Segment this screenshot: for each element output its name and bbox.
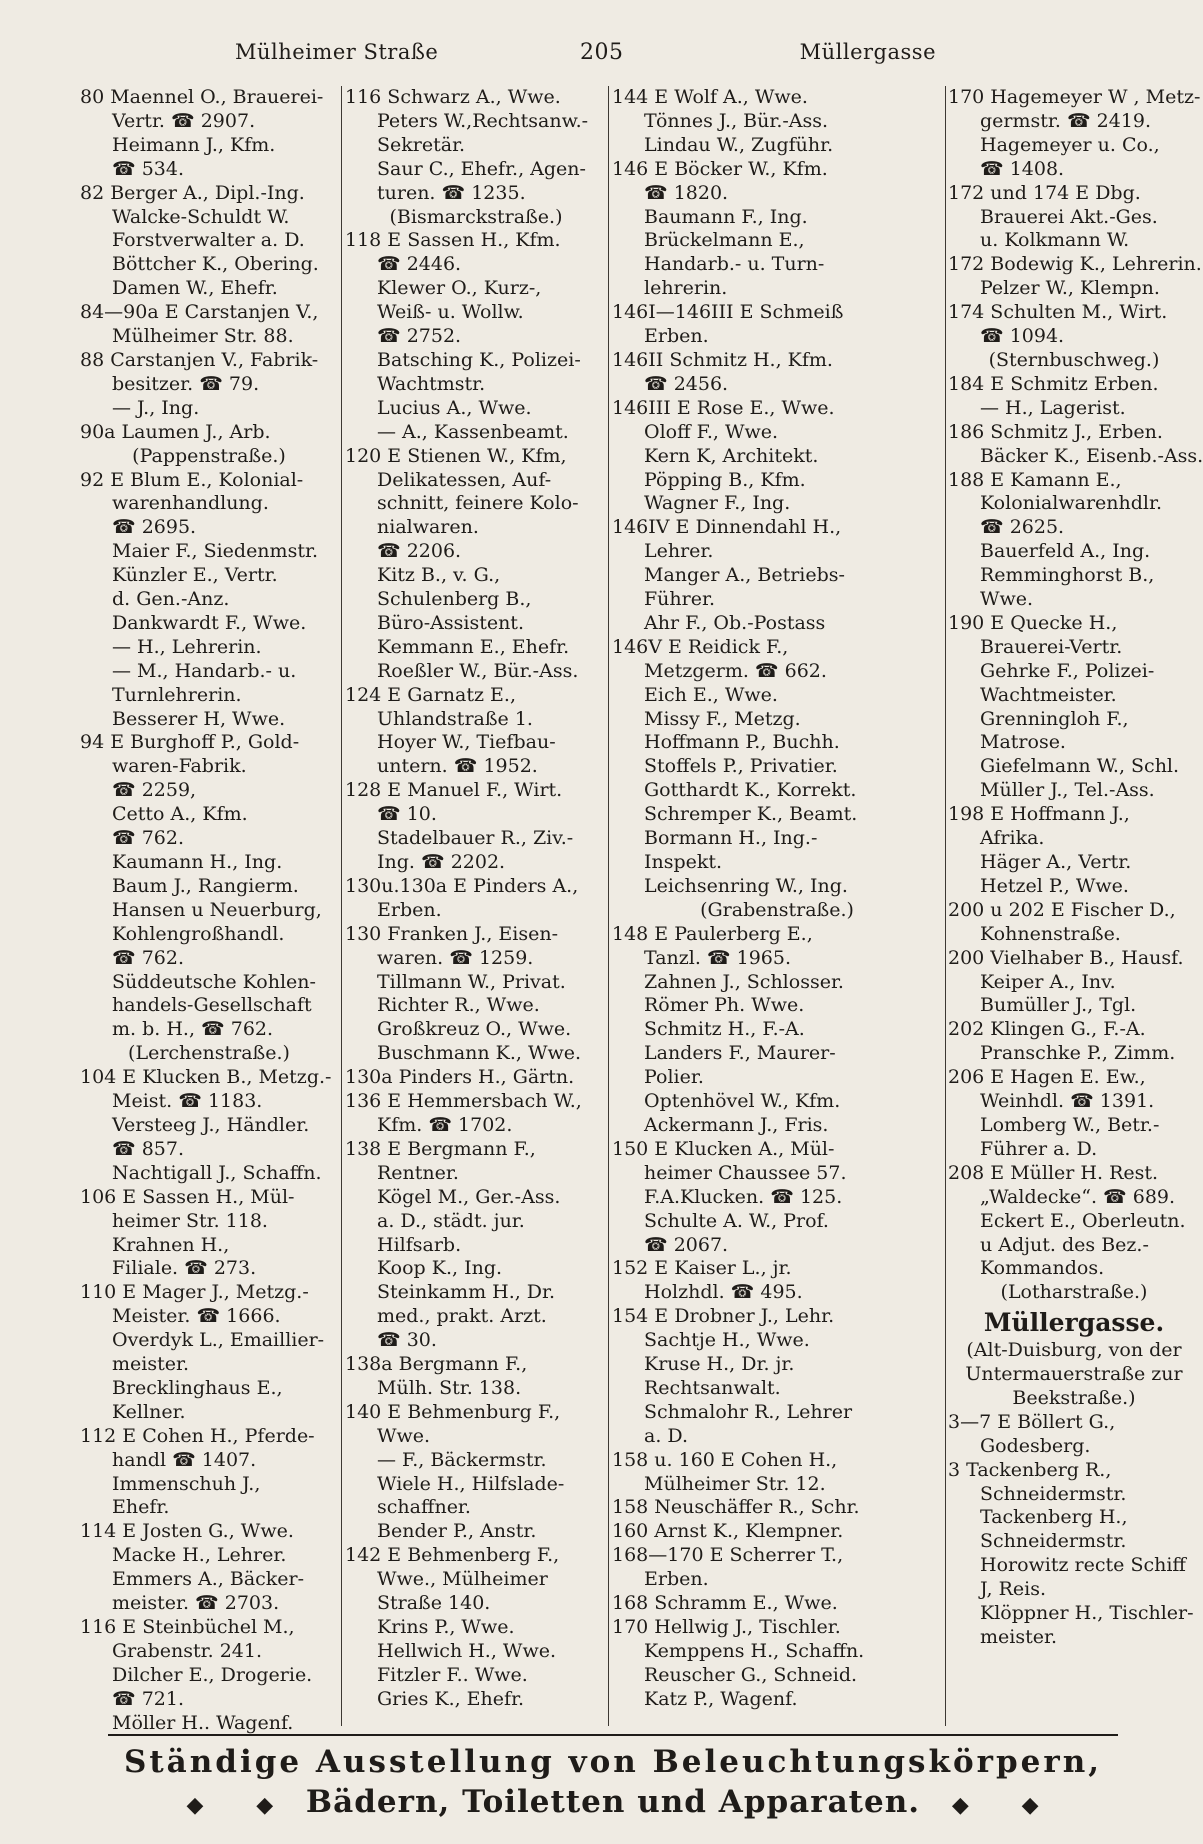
directory-entry-line: — A., Kassenbeamt. — [377, 420, 569, 443]
directory-entry-line: ☎ 2456. — [644, 372, 729, 395]
directory-entry-line: 168 Schramm E., Wwe. — [612, 1592, 838, 1615]
directory-entry-line: ☎ 2067. — [644, 1233, 729, 1256]
directory-entry-line: Kommandos. — [980, 1257, 1105, 1280]
directory-entry-line: Grabenstr. 241. — [112, 1639, 262, 1662]
directory-entry-line: Süddeutsche Kohlen- — [112, 970, 316, 993]
directory-entry-line: Klewer O., Kurz-, — [377, 277, 542, 300]
directory-entry-line: Forstverwalter a. D. — [112, 229, 305, 252]
directory-entry-line: Grenningloh F., — [980, 707, 1129, 730]
directory-entry-line: meister. — [980, 1626, 1058, 1648]
directory-entry-line: untern. ☎ 1952. — [377, 755, 538, 778]
directory-entry-line: lehrerin. — [644, 277, 728, 300]
directory-entry-line: 144 E Wolf A., Wwe. — [612, 86, 808, 108]
directory-entry-line: Kohnenstraße. — [980, 922, 1121, 945]
directory-entry-line: 168—170 E Scherrer T., — [612, 1544, 844, 1567]
directory-columns — [80, 86, 1203, 1734]
directory-entry-line: Metzgerm. ☎ 662. — [644, 659, 827, 682]
directory-entry-line: Hetzel P., Wwe. — [980, 874, 1129, 897]
directory-entry-line: Mülheimer Str. 12. — [644, 1472, 826, 1495]
directory-entry-line: Filiale. ☎ 273. — [112, 1257, 257, 1280]
directory-entry-line: — H., Lehrerin. — [112, 635, 262, 658]
directory-entry-line: Klöppner H., Tischler- — [980, 1602, 1194, 1625]
directory-entry-line: Hilfsarb. — [377, 1233, 462, 1256]
header-street-right: Müllergasse — [799, 40, 936, 64]
directory-entry-line: Dankwardt F., Wwe. — [112, 611, 307, 634]
directory-entry-line: Hansen u Neuerburg, — [112, 898, 322, 921]
directory-entry-line: Weinhdl. ☎ 1391. — [980, 1090, 1155, 1113]
directory-entry-line: schnitt, feinere Kolo- — [377, 492, 579, 515]
directory-entry-line: turen. ☎ 1235. — [377, 181, 526, 204]
directory-entry-line: warenhandlung. — [112, 492, 269, 515]
directory-entry-line: 150 E Klucken A., Mül- — [612, 1137, 835, 1160]
directory-entry-line: 128 E Manuel F., Wirt. — [345, 779, 563, 802]
directory-entry-line: Müller J., Tel.-Ass. — [980, 779, 1155, 802]
advertisement-line-1: Ständige Ausstellung von Beleuchtungskörpern, — [123, 1744, 1103, 1780]
directory-entry-line: Kemmann E., Ehefr. — [377, 635, 570, 658]
directory-entry-line: Ing. ☎ 2202. — [377, 851, 506, 873]
directory-entry-line: d. Gen.-Anz. — [112, 588, 230, 611]
directory-entry-line: 130u.130a E Pinders A., — [345, 874, 579, 897]
directory-entry-line: Optenhövel W., Kfm. — [644, 1090, 841, 1113]
directory-entry-line: ☎ 762. — [112, 946, 185, 969]
cross-street-label: (Pappenstraße.) — [132, 444, 286, 467]
directory-entry-line: ☎ 2206. — [377, 540, 462, 563]
directory-entry-line: Kemppens H., Schaffn. — [644, 1639, 865, 1662]
directory-entry-line: 80 Maennel O., Brauerei- — [80, 86, 324, 108]
directory-entry-line: Wachtmeister. — [980, 683, 1117, 706]
directory-entry-line: Brauerei-Vertr. — [980, 635, 1123, 658]
directory-entry-line: 84—90a E Carstanjen V., — [80, 301, 319, 324]
directory-entry-line: Wiele H., Hilfslade- — [377, 1472, 565, 1495]
directory-entry-line: Remminghorst B., — [980, 564, 1155, 587]
directory-entry-line: Bormann H., Ing.- — [644, 827, 818, 850]
directory-entry-line: Mülh. Str. 138. — [377, 1376, 522, 1399]
directory-entry-line: 174 Schulten M., Wirt. — [948, 301, 1168, 324]
directory-entry-line: Krins P., Wwe. — [377, 1616, 515, 1638]
directory-entry-line: Wwe. — [980, 588, 1034, 611]
directory-entry-line: 130 Franken J., Eisen- — [345, 922, 559, 945]
cross-street-label: (Sternbuschweg.) — [988, 348, 1160, 371]
advertisement-line-2-text: Bädern, Toiletten und Apparaten. — [305, 1784, 921, 1820]
directory-entry-line: Krahnen H., — [112, 1233, 230, 1256]
directory-entry-line: heimer Chaussee 57. — [644, 1161, 847, 1184]
directory-entry-line: Katz P., Wagenf. — [644, 1687, 798, 1710]
directory-entry-line: Roeßler W., Bür.-Ass. — [377, 659, 579, 682]
advertisement-line-2 — [108, 1784, 1118, 1820]
directory-entry-line: Erben. — [644, 325, 709, 348]
column-4 — [948, 86, 1203, 1726]
ornament-diamond: ◆ — [186, 1792, 205, 1818]
cross-street-label: Beekstraße.) — [1012, 1386, 1136, 1409]
directory-entry-line: Matrose. — [980, 731, 1066, 754]
directory-entry-line: Handarb.- u. Turn- — [644, 253, 825, 276]
directory-entry-line: Führer a. D. — [980, 1137, 1098, 1160]
directory-entry-line: 3 Tackenberg R., — [948, 1458, 1112, 1481]
directory-entry-line: Kellner. — [112, 1400, 186, 1423]
cross-street-label: (Alt-Duisburg, von der — [966, 1339, 1182, 1362]
cross-street-label: (Grabenstraße.) — [700, 898, 854, 921]
directory-entry-line: Baumann F., Ing. — [644, 205, 808, 228]
directory-entry-line: Großkreuz O., Wwe. — [377, 1018, 572, 1041]
directory-entry-line: Macke H., Lehrer. — [112, 1544, 287, 1567]
directory-entry-line: J, Reis. — [980, 1578, 1046, 1601]
directory-entry-line: ☎ 1408. — [980, 157, 1065, 180]
directory-entry-line: Schneidermstr. — [980, 1482, 1127, 1505]
directory-entry-line: a. D., städt. jur. — [377, 1209, 525, 1232]
directory-entry-line: waren. ☎ 1259. — [377, 946, 534, 969]
directory-entry-line: Sachtje H., Wwe. — [644, 1329, 810, 1352]
directory-entry-line: Kruse H., Dr. jr. — [644, 1353, 795, 1376]
directory-entry-line: Mülheimer Str. 88. — [112, 325, 294, 348]
directory-entry-line: Schneidermstr. — [980, 1530, 1127, 1553]
directory-entry-line: Lehrer. — [644, 540, 714, 563]
directory-entry-line: heimer Str. 118. — [112, 1209, 268, 1232]
directory-entry-line: Zahnen J., Schlosser. — [644, 970, 844, 993]
directory-entry-line: 172 und 174 E Dbg. — [948, 181, 1141, 204]
directory-entry-line: Uhlandstraße 1. — [377, 707, 533, 730]
directory-entry-line: 90a Laumen J., Arb. — [80, 420, 271, 443]
directory-entry-line: Bender P., Anstr. — [377, 1520, 537, 1543]
directory-entry-line: ☎ 534. — [112, 157, 185, 180]
directory-entry-line: 114 E Josten G., Wwe. — [80, 1520, 294, 1543]
directory-entry-line: ☎ 1820. — [644, 181, 729, 204]
directory-entry-line: 202 Klingen G., F.-A. — [948, 1018, 1146, 1041]
directory-entry-line: 118 E Sassen H., Kfm. — [345, 229, 561, 252]
directory-entry-line: Kohlengroßhandl. — [112, 922, 285, 945]
directory-entry-line: 208 E Müller H. Rest. — [948, 1161, 1159, 1184]
directory-entry-line: 112 E Cohen H., Pferde- — [80, 1424, 315, 1447]
directory-entry-line: ☎ 2752. — [377, 325, 462, 348]
directory-entry-line: ☎ 10. — [377, 803, 437, 826]
directory-entry-line: Tackenberg H., — [980, 1506, 1128, 1529]
directory-entry-line: Fitzler F.. Wwe. — [377, 1663, 528, 1686]
directory-entry-line: Landers F., Maurer- — [644, 1042, 836, 1065]
directory-entry-line: Batsching K., Polizei- — [377, 348, 581, 371]
directory-entry-line: 146 E Böcker W., Kfm. — [612, 157, 828, 180]
directory-entry-line: Pöpping B., Kfm. — [644, 468, 806, 491]
directory-entry-line: 88 Carstanjen V., Fabrik- — [80, 348, 319, 371]
directory-entry-line: Immenschuh J., — [112, 1472, 261, 1495]
directory-entry-line: 154 E Drobner J., Lehr. — [612, 1305, 835, 1328]
directory-entry-line: Vertr. ☎ 2907. — [112, 109, 256, 132]
directory-entry-line: ☎ 857. — [112, 1137, 185, 1160]
directory-entry-line: med., prakt. Arzt. — [377, 1305, 547, 1328]
directory-entry-line: Cetto A., Kfm. — [112, 803, 248, 826]
directory-entry-line: Lindau W., Zugführ. — [644, 133, 834, 156]
directory-entry-line: Sekretär. — [377, 133, 466, 156]
directory-entry-line: Schulenberg B., — [377, 588, 532, 611]
directory-entry-line: — J., Ing. — [112, 396, 200, 419]
directory-entry-line: 158 Neuschäffer R., Schr. — [612, 1496, 860, 1519]
directory-entry-line: Missy F., Metzg. — [644, 707, 801, 730]
directory-entry-line: Römer Ph. Wwe. — [644, 994, 805, 1017]
column-divider — [608, 86, 609, 1726]
directory-entry-line: ☎ 2695. — [112, 516, 197, 539]
directory-entry-line: Kfm. ☎ 1702. — [377, 1113, 513, 1136]
column-3 — [612, 86, 942, 1726]
directory-entry-line: 106 E Sassen H., Mül- — [80, 1185, 295, 1208]
directory-entry-line: Schremper K., Beamt. — [644, 803, 858, 826]
directory-entry-line: Tanzl. ☎ 1965. — [644, 946, 792, 969]
directory-entry-line: waren-Fabrik. — [112, 755, 247, 778]
directory-entry-line: Wagner F., Ing. — [644, 492, 791, 515]
directory-entry-line: Inspekt. — [644, 851, 723, 873]
directory-entry-line: 190 E Quecke H., — [948, 611, 1118, 634]
directory-entry-line: 142 E Behmenberg F., — [345, 1544, 560, 1567]
directory-entry-line: Saur C., Ehefr., Agen- — [377, 157, 586, 180]
directory-entry-line: Kern K, Architekt. — [644, 444, 819, 467]
cross-street-label: (Lotharstraße.) — [1000, 1281, 1148, 1304]
directory-entry-line: — H., Lagerist. — [980, 396, 1126, 419]
directory-entry-line: Besserer H, Wwe. — [112, 707, 286, 730]
directory-entry-line: Kolonialwarenhdlr. — [980, 492, 1163, 515]
directory-entry-line: Holzhdl. ☎ 495. — [644, 1281, 803, 1304]
directory-entry-line: 146II Schmitz H., Kfm. — [612, 348, 833, 371]
directory-entry-line: Erben. — [644, 1568, 709, 1591]
page-header — [235, 40, 936, 74]
directory-entry-line: Möller H.. Wagenf. — [112, 1711, 294, 1734]
directory-entry-line: Weiß- u. Wollw. — [377, 301, 524, 324]
directory-entry-line: Steinkamm H., Dr. — [377, 1281, 556, 1304]
directory-entry-line: a. D. — [644, 1424, 689, 1447]
directory-entry-line: Kaumann H., Ing. — [112, 851, 283, 873]
directory-entry-line: Delikatessen, Auf- — [377, 468, 552, 491]
directory-entry-line: 3—7 E Böllert G., — [948, 1410, 1116, 1433]
directory-entry-line: 184 E Schmitz Erben. — [948, 372, 1159, 395]
directory-entry-line: Turnlehrerin. — [112, 683, 242, 706]
directory-entry-line: Dilcher E., Drogerie. — [112, 1663, 313, 1686]
directory-entry-line: Hellwich H., Wwe. — [377, 1639, 556, 1662]
directory-entry-line: Afrika. — [980, 827, 1045, 850]
directory-entry-line: Schulte A. W., Prof. — [644, 1209, 829, 1232]
directory-entry-line: Wachtmstr. — [377, 372, 486, 395]
ornament-diamond: ◆ — [951, 1792, 970, 1818]
directory-entry-line: Reuscher G., Schneid. — [644, 1663, 858, 1686]
directory-entry-line: 140 E Behmenburg F., — [345, 1400, 561, 1423]
directory-entry-line: 186 Schmitz J., Erben. — [948, 420, 1163, 443]
directory-entry-line: Böttcher K., Obering. — [112, 253, 319, 276]
directory-entry-line: 200 Vielhaber B., Hausf. — [948, 946, 1184, 969]
directory-entry-line: 116 Schwarz A., Wwe. — [345, 86, 561, 108]
ornament-diamond: ◆ — [1021, 1792, 1040, 1818]
directory-entry-line: 188 E Kamann E., — [948, 468, 1122, 491]
directory-entry-line: Häger A., Vertr. — [980, 851, 1132, 873]
directory-entry-line: 158 u. 160 E Cohen H., — [612, 1448, 838, 1471]
directory-entry-line: Baum J., Rangierm. — [112, 874, 299, 897]
directory-entry-line: handl ☎ 1407. — [112, 1448, 257, 1471]
column-2 — [345, 86, 607, 1726]
directory-entry-line: meister. ☎ 2703. — [112, 1592, 280, 1615]
directory-entry-line: Hoyer W., Tiefbau- — [377, 731, 556, 754]
directory-entry-line: Overdyk L., Emaillier- — [112, 1329, 325, 1352]
directory-entry-line: Richter R., Wwe. — [377, 994, 540, 1017]
directory-entry-line: Bumüller J., Tgl. — [980, 994, 1137, 1017]
directory-entry-line: Kögel M., Ger.-Ass. — [377, 1185, 561, 1208]
column-1 — [80, 86, 338, 1734]
directory-entry-line: Lucius A., Wwe. — [377, 396, 532, 419]
directory-entry-line: Kitz B., v. G., — [377, 564, 501, 587]
directory-entry-line: Meister. ☎ 1666. — [112, 1305, 281, 1328]
directory-entry-line: 110 E Mager J., Metzg.- — [80, 1281, 309, 1304]
directory-entry-line: Maier F., Siedenmstr. — [112, 540, 318, 563]
page-number: 205 — [580, 40, 624, 65]
directory-entry-line: — M., Handarb.- u. — [112, 659, 297, 682]
directory-entry-line: Manger A., Betriebs- — [644, 564, 845, 587]
directory-entry-line: Pranschke P., Zimm. — [980, 1042, 1176, 1065]
directory-entry-line: Versteeg J., Händler. — [112, 1113, 310, 1136]
directory-entry-line: Emmers A., Bäcker- — [112, 1568, 305, 1591]
directory-entry-line: 120 E Stienen W., Kfm, — [345, 444, 567, 467]
directory-entry-line: Godesberg. — [980, 1434, 1091, 1457]
directory-entry-line: — F., Bäckermstr. — [377, 1448, 547, 1471]
directory-entry-line: 104 E Klucken B., Metzg.- — [80, 1066, 332, 1089]
directory-entry-line: 138 E Bergmann F., — [345, 1137, 536, 1160]
directory-entry-line: 172 Bodewig K., Lehrerin. — [948, 253, 1202, 276]
directory-entry-line: Pelzer W., Klempn. — [980, 277, 1160, 300]
cross-street-label: Untermauerstraße zur — [965, 1363, 1183, 1386]
column-divider — [945, 86, 946, 1726]
directory-entry-line: ☎ 30. — [377, 1329, 437, 1352]
directory-entry-line: 160 Arnst K., Klempner. — [612, 1520, 844, 1543]
directory-entry-line: Lomberg W., Betr.- — [980, 1113, 1160, 1136]
column-divider — [341, 86, 342, 1726]
directory-entry-line: Bäcker K., Eisenb.-Ass. — [980, 444, 1203, 467]
directory-entry-line: Schmalohr R., Lehrer — [644, 1400, 853, 1423]
directory-entry-line: Künzler E., Vertr. — [112, 564, 278, 587]
directory-entry-line: 200 u 202 E Fischer D., — [948, 898, 1176, 921]
directory-entry-line: Ackermann J., Fris. — [644, 1113, 829, 1136]
directory-entry-line: germstr. ☎ 2419. — [980, 109, 1152, 132]
directory-entry-line: Ahr F., Ob.-Postass — [644, 611, 826, 634]
directory-entry-line: ☎ 2259, — [112, 779, 197, 802]
directory-entry-line: Rentner. — [377, 1161, 459, 1184]
directory-entry-line: 136 E Hemmersbach W., — [345, 1090, 582, 1113]
directory-entry-line: 130a Pinders H., Gärtn. — [345, 1066, 575, 1089]
directory-entry-line: 82 Berger A., Dipl.-Ing. — [80, 181, 305, 204]
directory-entry-line: Peters W.,Rechtsanw.- — [377, 109, 589, 132]
directory-entry-line: 170 Hagemeyer W , Metz- — [948, 86, 1201, 108]
directory-entry-line: Büro-Assistent. — [377, 611, 524, 634]
directory-entry-line: Gehrke F., Polizei- — [980, 659, 1155, 682]
directory-entry-line: Eich E., Wwe. — [644, 683, 778, 706]
directory-entry-line: ☎ 762. — [112, 827, 185, 850]
directory-entry-line: 146I—146III E Schmeiß — [612, 301, 844, 324]
directory-entry-line: 198 E Hoffmann J., — [948, 803, 1130, 826]
directory-entry-line: Walcke-Schuldt W. — [112, 205, 290, 228]
directory-entry-line: 148 E Paulerberg E., — [612, 922, 813, 945]
directory-entry-line: u Adjut. des Bez.- — [980, 1233, 1149, 1256]
directory-entry-line: Buschmann K., Wwe. — [377, 1042, 582, 1065]
directory-entry-line: ☎ 2446. — [377, 253, 462, 276]
advertisement-footer — [108, 1734, 1118, 1838]
directory-entry-line: Heimann J., Kfm. — [112, 133, 276, 156]
directory-entry-line: 138a Bergmann F., — [345, 1353, 528, 1376]
directory-entry-line: Brecklinghaus E., — [112, 1376, 283, 1399]
directory-entry-line: ☎ 2625. — [980, 516, 1065, 539]
directory-entry-line: Brückelmann E., — [644, 229, 805, 252]
directory-entry-line: 92 E Blum E., Kolonial- — [80, 468, 304, 491]
directory-entry-line: Leichsenring W., Ing. — [644, 874, 848, 897]
directory-entry-line: 146III E Rose E., Wwe. — [612, 396, 835, 419]
directory-entry-line: u. Kolkmann W. — [980, 229, 1130, 252]
directory-entry-line: Gotthardt K., Korrekt. — [644, 779, 857, 802]
header-street-left: Mülheimer Straße — [235, 40, 439, 64]
directory-entry-line: 152 E Kaiser L., jr. — [612, 1257, 792, 1280]
cross-street-label: (Bismarckstraße.) — [389, 205, 563, 228]
directory-entry-line: 124 E Garnatz E., — [345, 683, 516, 706]
directory-entry-line: Wwe. — [377, 1424, 431, 1447]
directory-entry-line: 146IV E Dinnendahl H., — [612, 516, 842, 539]
directory-entry-line: ☎ 721. — [112, 1687, 185, 1710]
directory-entry-line: 94 E Burghoff P., Gold- — [80, 731, 300, 754]
directory-entry-line: Tönnes J., Bür.-Ass. — [644, 109, 829, 132]
directory-entry-line: Straße 140. — [377, 1592, 491, 1615]
street-heading: Müllergasse. — [983, 1308, 1165, 1338]
directory-entry-line: Meist. ☎ 1183. — [112, 1090, 263, 1113]
directory-entry-line: Stoffels P., Privatier. — [644, 755, 838, 778]
directory-entry-line: Ehefr. — [112, 1496, 170, 1519]
cross-street-label: (Lerchenstraße.) — [128, 1042, 290, 1065]
directory-entry-line: Stadelbauer R., Ziv.- — [377, 827, 574, 850]
directory-entry-line: Bauerfeld A., Ing. — [980, 540, 1151, 563]
directory-entry-line: Hoffmann P., Buchh. — [644, 731, 840, 754]
directory-entry-line: „Waldecke“. ☎ 689. — [980, 1185, 1176, 1208]
directory-entry-line: 170 Hellwig J., Tischler. — [612, 1616, 841, 1638]
directory-entry-line: nialwaren. — [377, 516, 479, 539]
directory-entry-line: Hagemeyer u. Co., — [980, 133, 1160, 156]
directory-entry-line: Damen W., Ehefr. — [112, 277, 278, 300]
directory-entry-line: handels-Gesellschaft — [112, 994, 312, 1017]
directory-entry-line: m. b. H., ☎ 762. — [112, 1018, 274, 1041]
directory-entry-line: Eckert E., Oberleutn. — [980, 1209, 1186, 1232]
directory-entry-line: Brauerei Akt.-Ges. — [980, 205, 1158, 228]
directory-entry-line: Führer. — [644, 588, 716, 611]
directory-entry-line: Giefelmann W., Schl. — [980, 755, 1180, 778]
directory-entry-line: F.A.Klucken. ☎ 125. — [644, 1185, 843, 1208]
directory-entry-line: ☎ 1094. — [980, 325, 1065, 348]
directory-entry-line: Rechtsanwalt. — [644, 1376, 781, 1399]
directory-entry-line: Keiper A., Inv. — [980, 970, 1116, 993]
directory-entry-line: schaffner. — [377, 1496, 471, 1519]
directory-entry-line: meister. — [112, 1353, 190, 1376]
directory-entry-line: Gries K., Ehefr. — [377, 1687, 525, 1710]
directory-entry-line: Oloff F., Wwe. — [644, 420, 779, 443]
directory-entry-line: Erben. — [377, 898, 442, 921]
directory-entry-line: 206 E Hagen E. Ew., — [948, 1066, 1146, 1089]
ornament-diamond: ◆ — [256, 1792, 275, 1818]
directory-entry-line: Schmitz H., F.-A. — [644, 1018, 805, 1041]
directory-entry-line: 146V E Reidick F., — [612, 635, 789, 658]
directory-entry-line: besitzer. ☎ 79. — [112, 372, 260, 395]
directory-entry-line: Koop K., Ing. — [377, 1257, 503, 1280]
directory-entry-line: Polier. — [644, 1066, 704, 1089]
directory-entry-line: 116 E Steinbüchel M., — [80, 1616, 295, 1638]
directory-entry-line: Horowitz recte Schiff — [980, 1554, 1186, 1577]
directory-entry-line: Wwe., Mülheimer — [377, 1568, 548, 1591]
directory-entry-line: Nachtigall J., Schaffn. — [112, 1161, 322, 1184]
directory-entry-line: Tillmann W., Privat. — [377, 970, 566, 993]
